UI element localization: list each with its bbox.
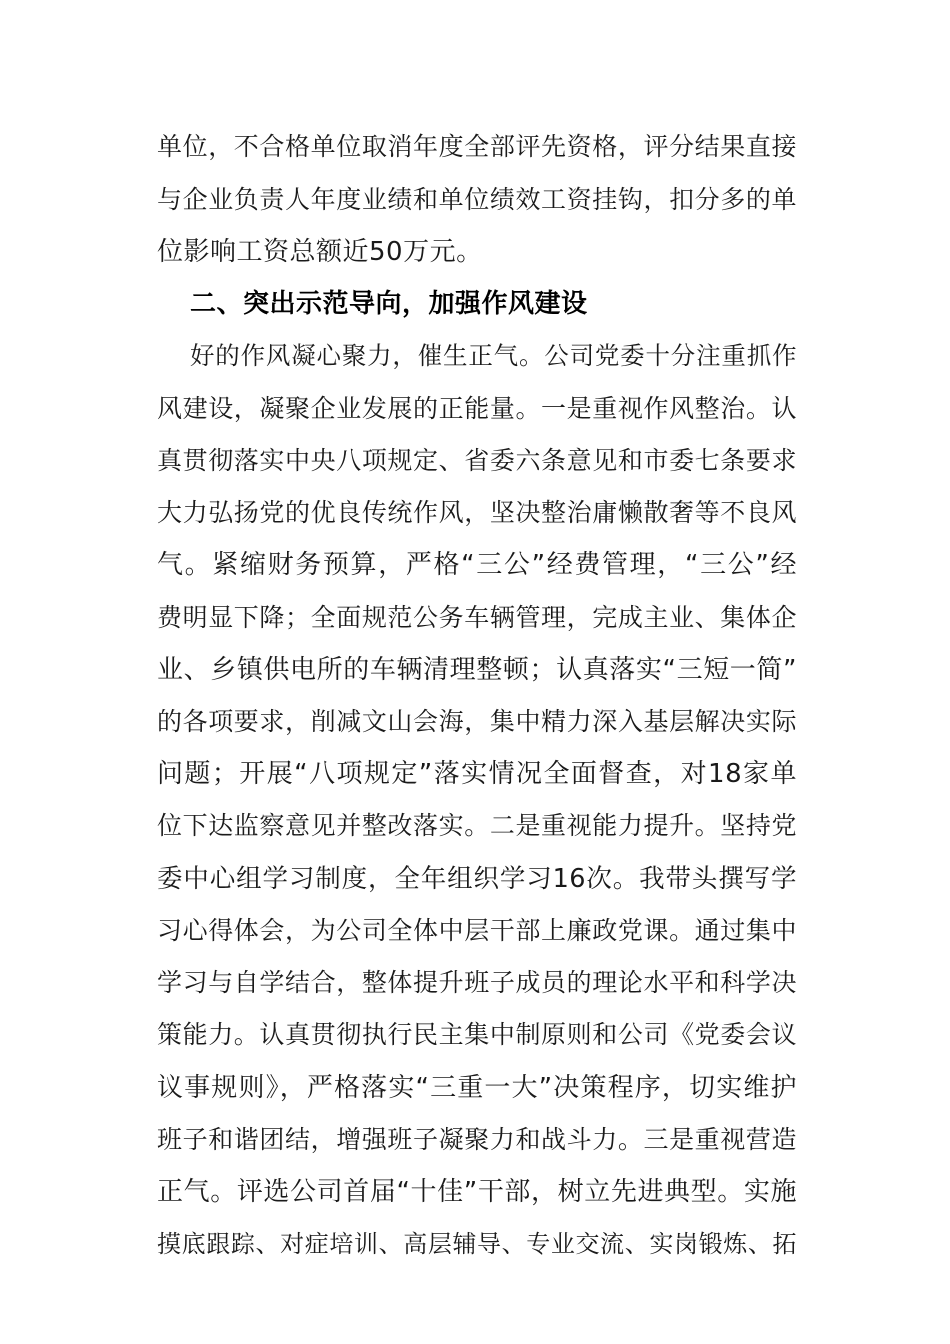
body-text-line: 议事规则》，严格落实“三重一大”决策程序，切实维护 xyxy=(157,1073,797,1103)
body-text-line: 习心得体会，为公司全体中层干部上廉政党课。通过集中 xyxy=(157,916,797,945)
body-text-line: 正气。评选公司首届“十佳”干部，树立先进典型。实施 xyxy=(157,1177,797,1207)
body-text-line: 与企业负责人年度业绩和单位绩效工资挂钩，扣分多的单 xyxy=(157,185,797,214)
body-text-line: 位下达监察意见并整改落实。二是重视能力提升。坚持党 xyxy=(157,811,797,840)
body-text-line: 风建设，凝聚企业发展的正能量。一是重视作风整治。认 xyxy=(157,394,797,423)
body-text-line: 真贯彻落实中央八项规定、省委六条意见和市委七条要求 xyxy=(157,446,797,475)
body-text-line: 委中心组学习制度，全年组织学习16次。我带头撰写学 xyxy=(157,864,797,894)
body-text-line: 单位，不合格单位取消年度全部评先资格，评分结果直接 xyxy=(157,132,797,161)
body-text-line: 学习与自学结合，整体提升班子成员的理论水平和科学决 xyxy=(157,968,797,997)
body-text-line: 位影响工资总额近50万元。 xyxy=(157,237,483,267)
paragraph-first-line: 好的作风凝心聚力，催生正气。公司党委十分注重抓作 xyxy=(190,341,797,370)
body-text-line: 大力弘扬党的优良传统作风，坚决整治庸懒散奢等不良风 xyxy=(157,498,797,527)
body-text-line: 的各项要求，削减文山会海，集中精力深入基层解决实际 xyxy=(157,707,797,736)
body-text-line: 业、乡镇供电所的车辆清理整顿；认真落实“三短一简” xyxy=(157,655,797,685)
section-heading: 二、突出示范导向，加强作风建设 xyxy=(190,289,588,319)
body-text-line: 摸底跟踪、对症培训、高层辅导、专业交流、实岗锻炼、拓 xyxy=(157,1230,797,1258)
body-text-line: 费明显下降；全面规范公务车辆管理，完成主业、集体企 xyxy=(157,603,797,632)
body-text-line: 班子和谐团结，增强班子凝聚力和战斗力。三是重视营造 xyxy=(157,1125,797,1154)
body-text-line: 气。紧缩财务预算，严格“三公”经费管理，“三公”经 xyxy=(157,550,797,580)
body-text-line: 问题；开展“八项规定”落实情况全面督查，对18家单 xyxy=(157,759,797,789)
body-text-line: 策能力。认真贯彻执行民主集中制原则和公司《党委会议 xyxy=(157,1020,797,1049)
